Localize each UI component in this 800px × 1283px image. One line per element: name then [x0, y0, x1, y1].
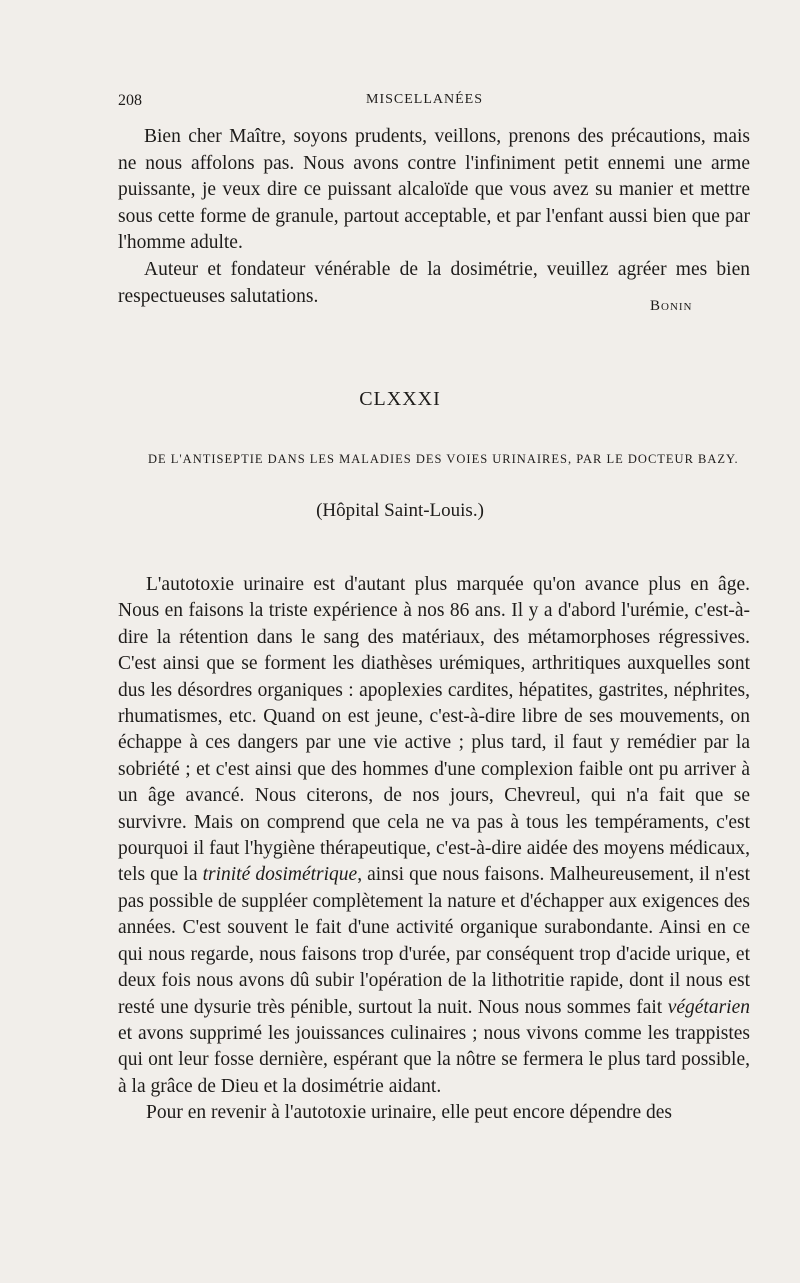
page-header: [118, 92, 738, 118]
letter-paragraph: Bien cher Maître, soyons prudents, veillons, prenons des précautions, mais ne nous affolons pas. Nous avons contre l'infiniment petit ennemi une arme puissante, je veux dire ce puissant alcaloïde que vous avez su manier et mettre sous cette forme de granule, partout acceptable, et par l'enfant aussi bien que par l'homme adulte.: [118, 126, 750, 254]
chapter-title: DE L'ANTISEPTIE DANS LES MALADIES DES VOIES URINAIRES, PAR LE DOCTEUR BAZY.: [148, 452, 739, 466]
letter-signature: Bonin: [650, 298, 693, 314]
body-paragraph: Pour en revenir à l'autotoxie urinaire, elle peut encore dépendre des: [146, 1102, 672, 1124]
body-text-segment: L'autotoxie urinaire est d'autant plus marquée qu'on avance plus en âge. Nous en faisons la triste expérience à nos 86 ans. Il y a d'abord l'urémie, c'est-à-dire la rétention dans le sang des matériaux, des métamorphoses régressives. C'est ainsi que se forment les diathèses urémiques, arthritiques auxquelles sont dus les désordres organiques : apoplexies cardites, hépatites, gastrites, néphrites, rhumatismes, etc. Quand on est jeune, c'est-à-dire libre de ses mouvements, on échappe à ces dangers par une vie active ; plus tard, il faut y remédier par la sobriété ; et c'est ainsi que des hommes d'une complexion faible ont pu arriver à un âge avancé. Nous citerons, de nos jours, Chevreul, qui n'a fait que se survivre. Mais on comprend que cela ne va pas à tous les tempéraments, c'est pourquoi il faut l'hygiène thérapeutique, c'est-à-dire aidée des moyens médicaux, tels que la: [118, 574, 750, 886]
body-italic-term: végétarien: [667, 996, 750, 1018]
body-text-segment: , ainsi que nous faisons. Malheureusement, il n'est pas possible de suppléer complètement la nature et d'échapper aux exigences des années. C'est souvent le fait d'une activité organique surabondante. Ainsi en ce qui nous regarde, nous faisons trop d'urée, par conséquent trop d'acide urique, et deux fois nous avons dû subir l'opération de la lithotritie rapide, dont il nous est resté une dysurie très pénible, surtout la nuit. Nous nous sommes fait: [118, 864, 750, 1018]
running-head: MISCELLANÉES: [366, 92, 483, 107]
page-number: 208: [118, 92, 142, 109]
body-italic-term: trinité dosimétrique: [202, 864, 358, 886]
letter-text: [118, 124, 750, 310]
body-text-segment: et avons supprimé les jouissances culinaires ; nous vivons comme les trappistes qui ont leur fosse dernière, espérant que la nôtre se fermera le plus tard possible, à la grâce de Dieu et la dosimétrie aidant.: [118, 1022, 750, 1097]
chapter-subtitle: (Hôpital Saint-Louis.): [316, 500, 484, 521]
letter-paragraph: Auteur et fondateur vénérable de la dosimétrie, veuillez agréer mes bien respectueuses salutations.: [118, 258, 750, 307]
article-body: [118, 572, 750, 1127]
body-paragraph: [118, 572, 750, 1100]
chapter-number: CLXXXI: [359, 388, 441, 410]
